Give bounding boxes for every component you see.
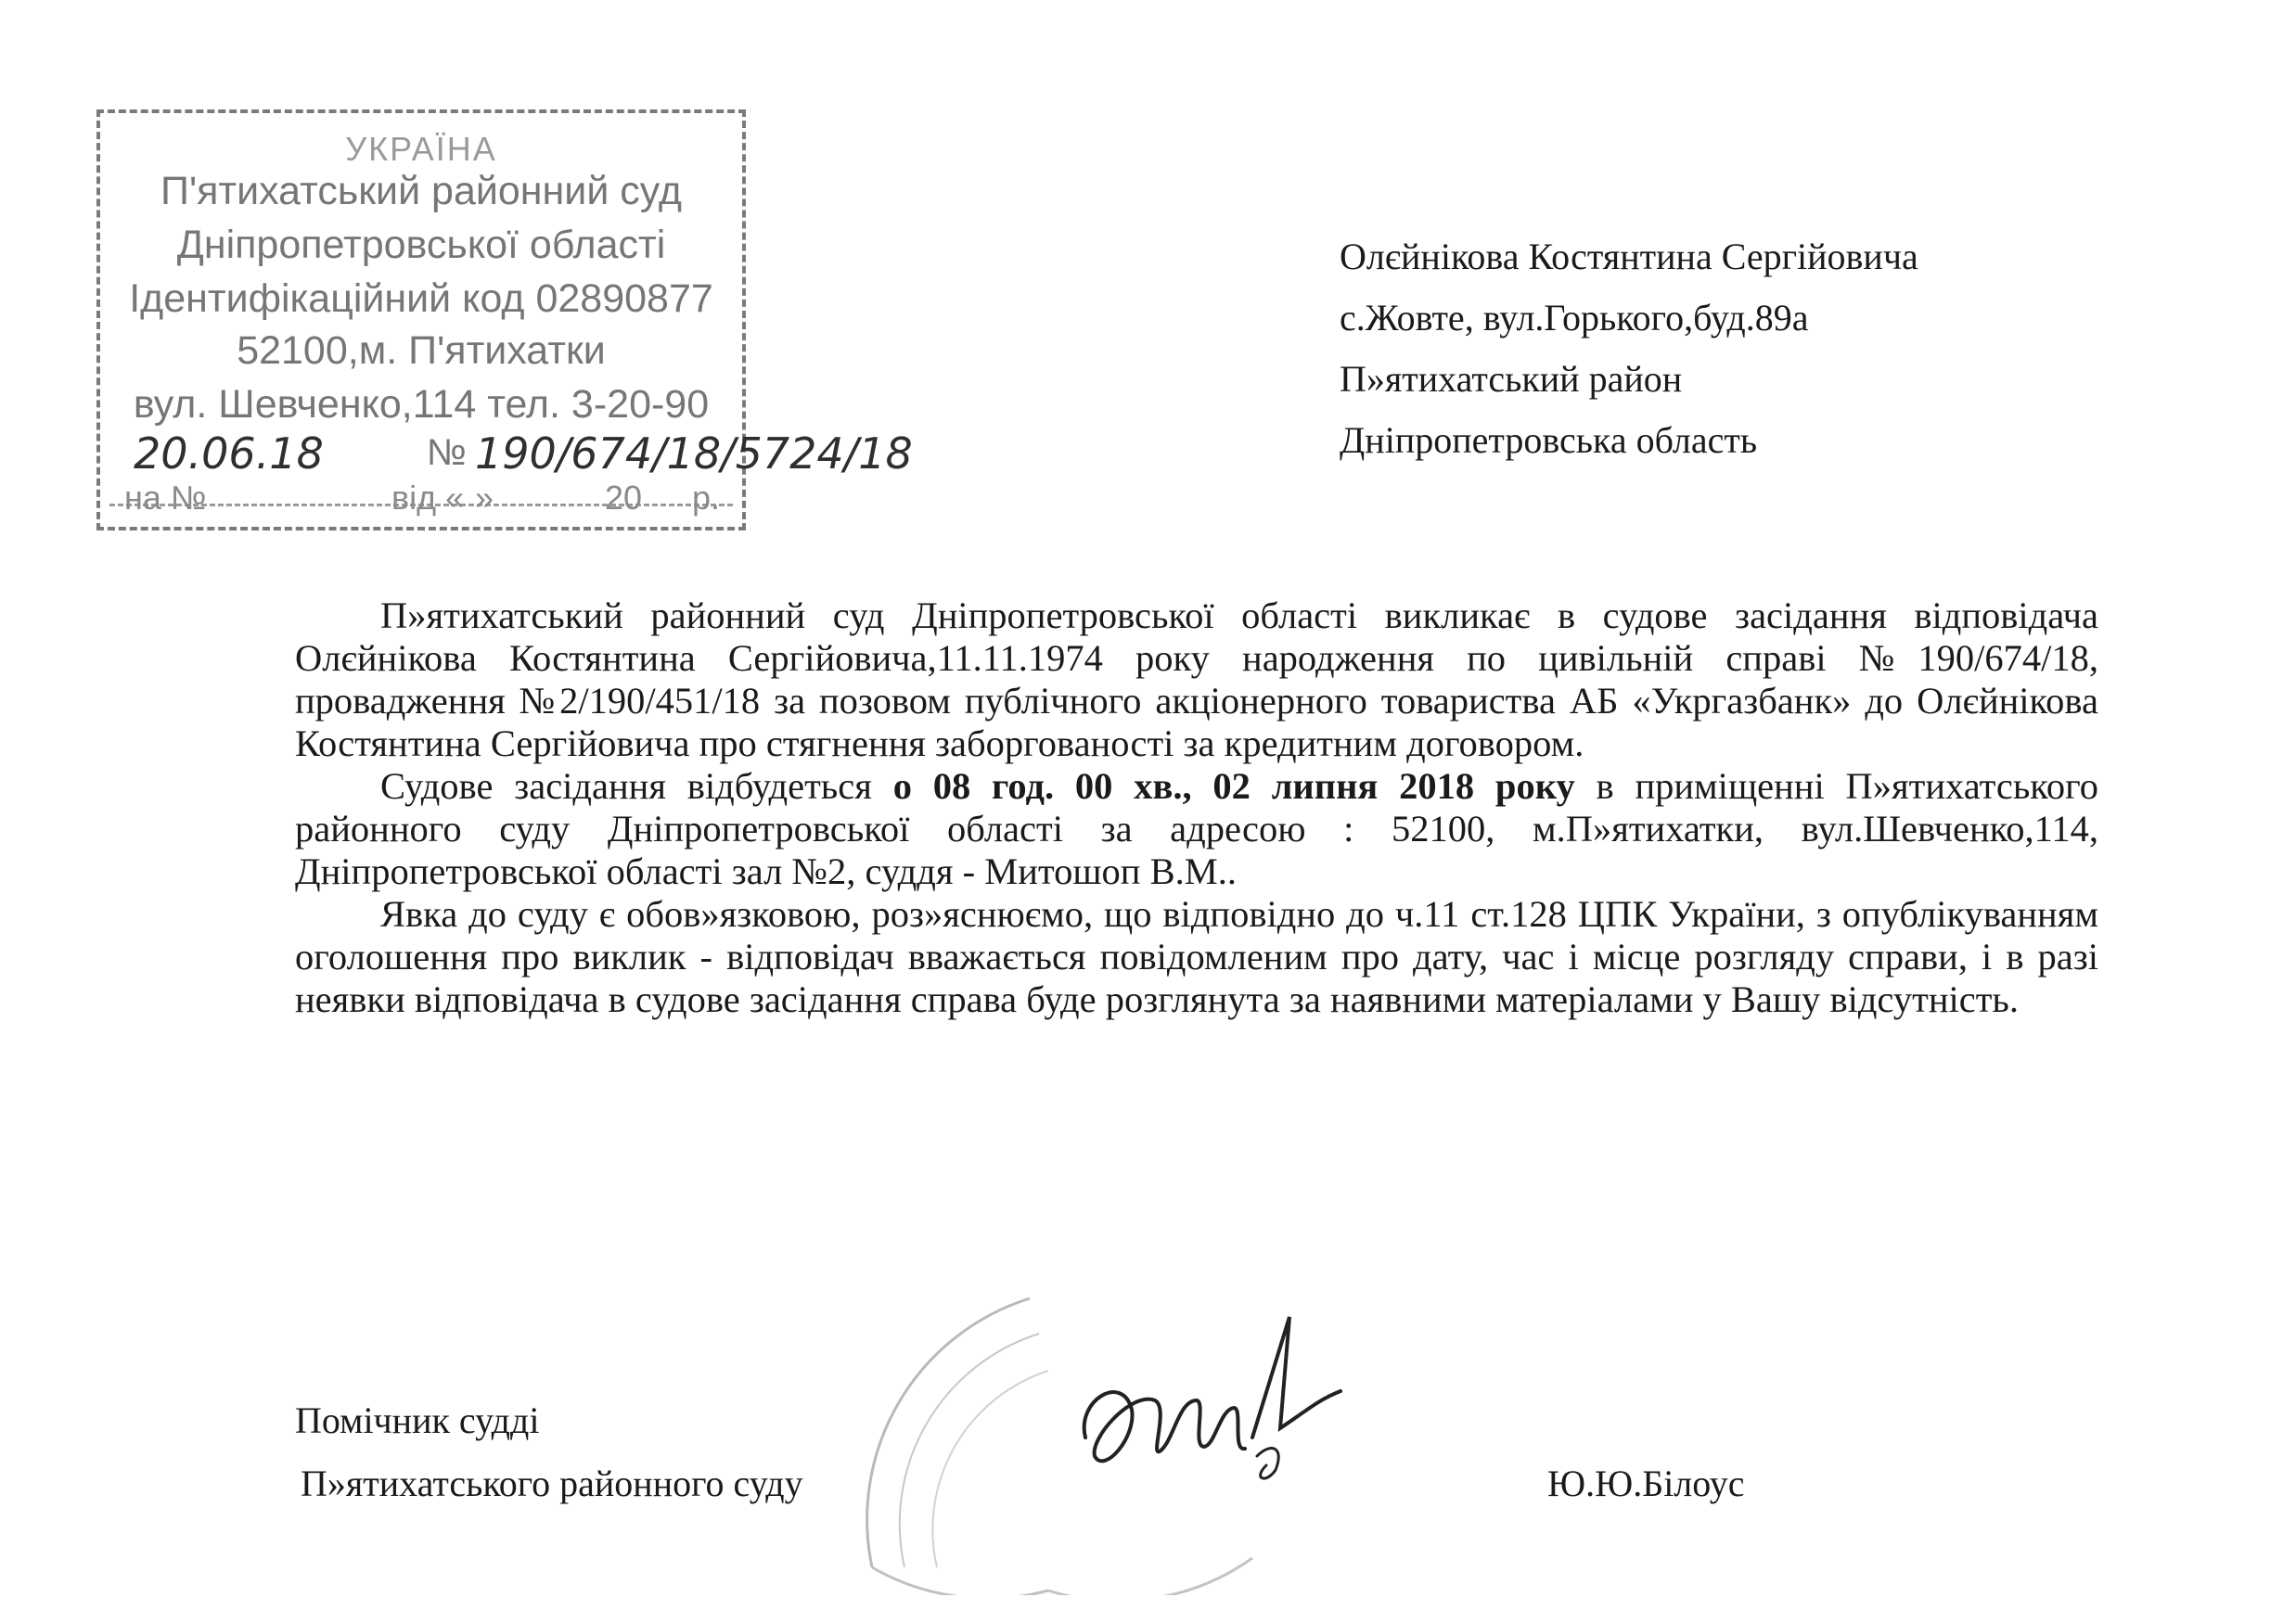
body-paragraph-hearing bbox=[295, 765, 2098, 893]
stamp-ref-year-suffix: р. bbox=[692, 479, 721, 517]
signature-scribble bbox=[1067, 1298, 1364, 1502]
stamp-registration-row bbox=[121, 428, 1048, 482]
stamp-region: Дніпропетровської області bbox=[176, 223, 666, 267]
summons-body bbox=[295, 594, 2098, 1021]
body-paragraph-attendance: Явка до суду є обов»язковою, роз»яснюємо, що відповідно до ч.11 ст.128 ЦПК України, з опублікуванням оголошення про виклик - відповідач вважається повідомленим про дату, час і місце розгляду справи, і в разі неявки відповідача в судове засідання справа буде розглянута за наявними матеріалами у Вашу відсутність. bbox=[295, 893, 2098, 1020]
body-paragraph-summons: П»ятихатський районний суд Дніпропетровської області викликає в судове засідання відповідача Олєйнікова Костянтина Сергійовича,11.11.1974 року народження по цивільній справі №190/674/18, провадження №2/190/451/18 за позовом публічного акціонерного товариства АБ «Укргазбанк» до Олєйнікова Костянтина Сергійовича про стягнення заборгованості за кредитним договором. bbox=[295, 594, 2098, 764]
addressee-block bbox=[1340, 226, 2174, 471]
hearing-text-before: Судове засідання відбудеться bbox=[380, 765, 893, 807]
hearing-datetime: о 08 год. 00 хв., 02 липня 2018 року bbox=[892, 765, 1575, 807]
stamp-ref-year: 20 bbox=[605, 479, 643, 517]
stamp-ref-quote: » bbox=[475, 479, 494, 517]
stamp-id-code: Ідентифікаційний код 02890877 bbox=[129, 276, 713, 321]
registration-stamp bbox=[96, 109, 913, 530]
stamp-number-handwritten: 190/674/18/5724/18 bbox=[475, 428, 913, 479]
addressee-district: П»ятихатський район bbox=[1340, 358, 1683, 400]
addressee-address: с.Жовте, вул.Горького,буд.89а bbox=[1340, 297, 1809, 339]
stamp-ref-from: від « bbox=[391, 479, 465, 517]
hearing-text-after: в приміщенні П»ятихатського районного суду Дніпропетровської області за адресою : 52100, м.П»ятихатки, вул.Шевченко,114, Дніпропетровської області зал №2, суддя - Митошоп В.М.. bbox=[295, 765, 2099, 892]
stamp-number-label: № bbox=[427, 432, 467, 473]
stamp-city: 52100,м. П'ятихатки bbox=[237, 328, 606, 373]
stamp-date-handwritten: 20.06.18 bbox=[134, 428, 324, 479]
stamp-country: УКРАЇНА bbox=[345, 130, 497, 168]
stamp-street: вул. Шевченко,114 тел. 3-20-90 bbox=[133, 382, 710, 427]
signatory-court: П»ятихатського районного суду bbox=[301, 1463, 803, 1504]
signatory-title: Помічник судді bbox=[295, 1399, 540, 1441]
addressee-name: Олєйнікова Костянтина Сергійовича bbox=[1340, 236, 1918, 277]
signatory-name: Ю.Ю.Білоус bbox=[1547, 1463, 1745, 1504]
addressee-region: Дніпропетровська область bbox=[1340, 419, 1758, 461]
stamp-court-name: П'ятихатський районний суд bbox=[160, 169, 682, 213]
stamp-ref-label: на № bbox=[124, 479, 207, 517]
